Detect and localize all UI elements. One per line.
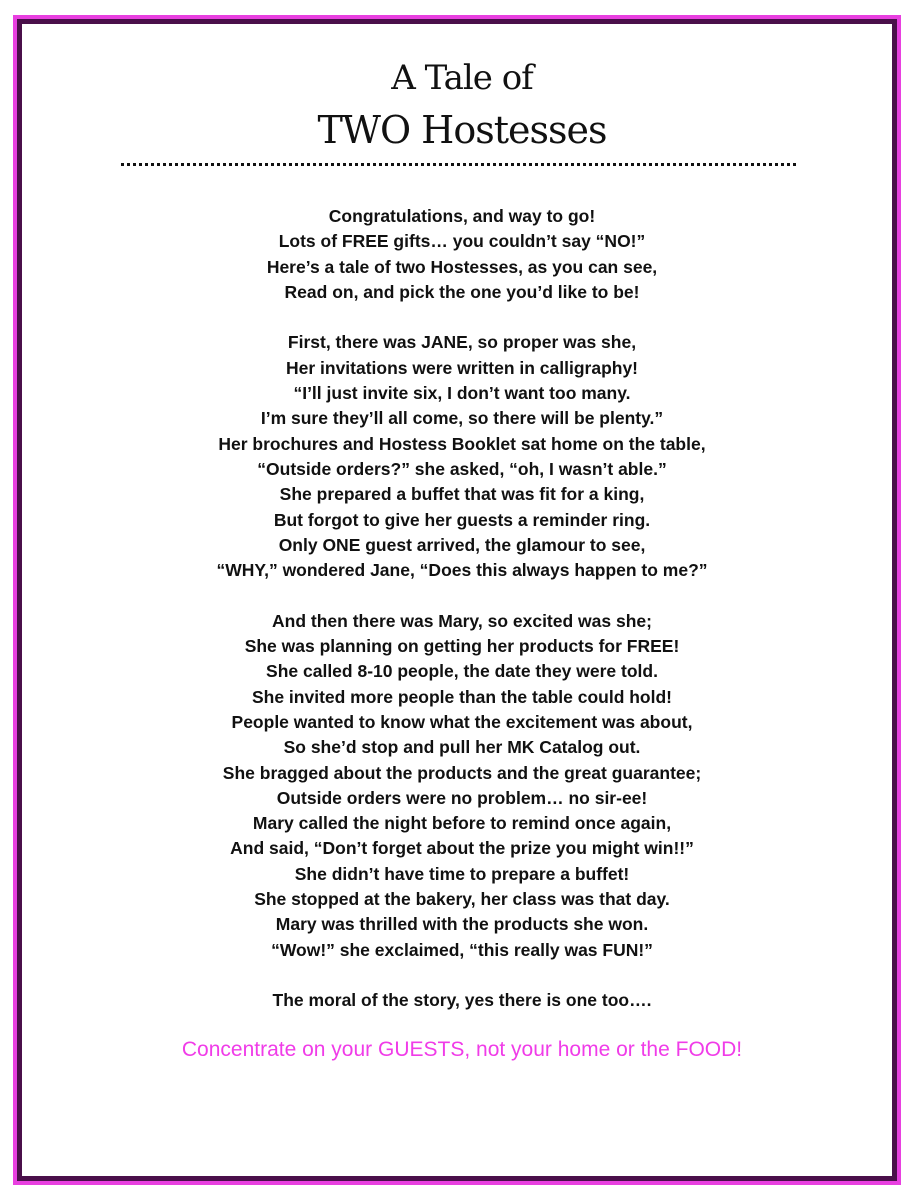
poem-line: Mary was thrilled with the products she won.: [275, 914, 649, 935]
poem-line: “I’ll just invite six, I don’t want too many.: [293, 383, 631, 404]
dotted-divider: [121, 163, 796, 166]
moral-line: The moral of the story, yes there is one too….: [272, 990, 652, 1011]
title-line-2: TWO Hostesses: [317, 108, 607, 152]
poem-line: She stopped at the bakery, her class was that day.: [254, 889, 670, 910]
poem-line: Read on, and pick the one you’d like to be!: [284, 281, 640, 302]
poem: [0, 204, 924, 1014]
poem-line: Mary called the night before to remind once again,: [252, 813, 672, 834]
closing-message: Concentrate on your GUESTS, not your home or the FOOD!: [181, 1038, 743, 1061]
poem-line: “Outside orders?” she asked, “oh, I wasn’t able.”: [257, 458, 667, 479]
poem-line: Only ONE guest arrived, the glamour to see,: [278, 534, 646, 555]
poem-line: And said, “Don’t forget about the prize you might win!!”: [230, 838, 694, 859]
poem-line: Her invitations were written in calligraphy!: [285, 357, 639, 378]
stanza-gap: [0, 583, 924, 608]
poem-line: Outside orders were no problem… no sir-ee!: [276, 787, 648, 808]
poem-line: Her brochures and Hostess Booklet sat home on the table,: [218, 433, 706, 454]
poem-line: She called 8-10 people, the date they were told.: [266, 661, 658, 682]
poem-line: “Wow!” she exclaimed, “this really was FUN!”: [271, 939, 653, 960]
stanza-gap: [0, 963, 924, 988]
poem-line: She invited more people than the table could hold!: [251, 686, 673, 707]
title-line-1: A Tale of: [391, 58, 533, 98]
poem-line: She was planning on getting her products for FREE!: [244, 636, 680, 657]
poem-line: Congratulations, and way to go!: [328, 206, 596, 226]
stanza-gap: [0, 305, 924, 330]
poem-line: First, there was JANE, so proper was she,: [287, 332, 637, 353]
poem-line: So she’d stop and pull her MK Catalog out.: [283, 737, 641, 758]
poem-line: She didn’t have time to prepare a buffet!: [294, 863, 630, 884]
poem-line: She prepared a buffet that was fit for a king,: [279, 484, 645, 505]
poem-line: She bragged about the products and the great guarantee;: [222, 762, 702, 783]
poem-line: Lots of FREE gifts… you couldn’t say “NO!”: [278, 231, 646, 252]
poem-line: Here’s a tale of two Hostesses, as you can see,: [266, 256, 658, 277]
poem-line: But forgot to give her guests a reminder ring.: [273, 509, 651, 530]
poem-line: I’m sure they’ll all come, so there will be plenty.”: [260, 408, 664, 429]
poem-line: People wanted to know what the excitement was about,: [231, 711, 693, 732]
poem-line: And then there was Mary, so excited was she;: [272, 610, 652, 631]
poem-line: “WHY,” wondered Jane, “Does this always happen to me?”: [216, 560, 708, 581]
